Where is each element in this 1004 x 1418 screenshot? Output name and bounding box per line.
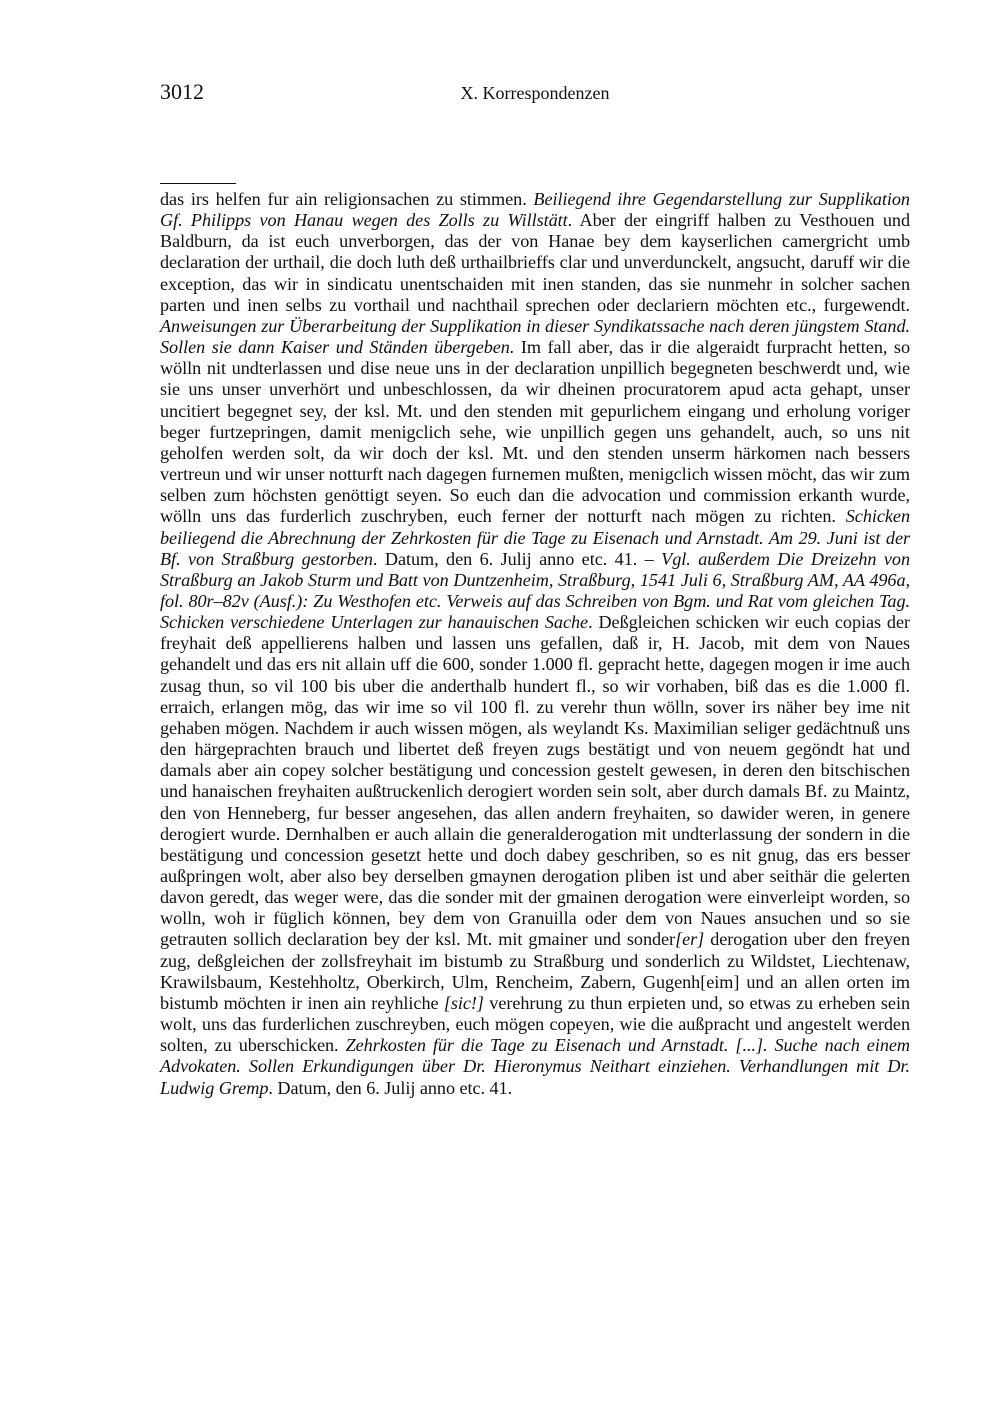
source-text-run: . Aber der eingriff halben zu Vesthouen und Baldburn, da ist euch unverborgen, das der von Hanae bey dem kayserlichen camergricht umb declaration der urthail, die doch luth deß urthailbrieffs clar und unverdunckelt, angsucht, daruff wir die exception, das wir in sindicatu unentschaiden mit inen standen, das sie nunmehr in solcher sachen parten und inen selbs zu vorthail und nachthail sprechen oder declariern möchten etc., furgewendt. bbox=[160, 210, 910, 315]
editorial-italic-run: Anweisungen zur Überarbeitung der Supplikation in dieser Syndikatssache nach deren jüngstem Stand. Sollen sie dann Kaiser und Ständen übergeben. bbox=[160, 315, 910, 358]
running-head: X. Korrespondenzen bbox=[460, 83, 610, 103]
source-text-run: . Datum, den 6. Julij anno etc. 41. – bbox=[372, 548, 662, 569]
source-text-run: derogation uber den freyen zug, deßgleichen der zollsfreyhait im bistumb zu Straßburg und sonderlich zu Wildstet, Liechtenaw, Krawilsbaum, Kestehholtz, Oberkirch, Ulm, Rencheim, Zabern, Gugenh[eim] und an allen orten im bistumb möchten ir inen ain reyhliche bbox=[160, 929, 910, 1013]
source-text-run: . Deßgleichen schicken wir euch copias der freyhait deß appellierens halben und lassen uns gefallen, daß ir, H. Jacob, mit dem von Naues gehandelt und das ers nit allain uff die 600, sonder 1.000 fl. gepracht hette, dagegen mogen ir ime auch zusag thun, so vil 100 bis uber die anderthalb hundert fl., so wir vorhaben, biß das es die 1.000 fl. erraich, erlangen mög, das wir ime so vil 100 fl. zu verehr thun wölln, sover irs näher bey ime nit gehaben mögen. Nachdem ir auch wissen mögen, als weylandt Ks. Maximilian seliger gedächtnuß uns den härgeprachten brauch und libertet deß freyen zugs bestätigt und von neuem gegöndt hat und damals aber ain copey solcher bestätigung und concession gestelt gewesen, in deren den bitschischen und hanaischen freyhaiten außtruckenlich derogiert worden sein solt, aber durch damals Bf. zu Maintz, den von Henneberg, fur besser angesehen, das allen andern freyhaiten, so dawider weren, in genere derogiert wurde. Dernhalben er auch allain die generalderogation mit undterlassung der sondern in die bestätigung und concession gesetzt hette und doch dabey geschriben, so es nit gnug, das ers besser außpringen wolt, aber also bey derselben gmaynen derogation pliben ist und aber seithär die gelerten davon geredt, das weger were, das die sonder mit der gmainen derogation were einverleipt worden, so wolln, woh ir füglich können, bey dem von Granuilla oder dem von Naues ansuchen und so sie getrauten sollich declaration bey der ksl. Mt. mit gmainer und sonder bbox=[160, 612, 911, 950]
editorial-italic-run: Schicken beiliegend die Abrechnung der Zehrkosten für die Tage zu Eisenach und Arnstadt. Am 29. Juni ist der Bf. von Straßburg gestorben bbox=[160, 506, 910, 569]
source-text-run: verehrung zu thun erpieten und, so etwas zu erheben sein wolt, uns das furderlichen zuschreyben, euch mögen copeyen, wie die außpracht und angestelt werden solten, zu uberschicken. bbox=[160, 992, 910, 1056]
editorial-italic-run: Zehrkosten für die Tage zu Eisenach und Arnstadt. [...]. Suche nach einem Advokaten. Sollen Erkundigungen über Dr. Hieronymus Neithart einziehen. Verhandlungen mit Dr. Ludwig Gremp bbox=[160, 1035, 910, 1098]
body-paragraph bbox=[160, 189, 910, 1099]
editorial-italic-run: [er] bbox=[675, 929, 705, 950]
page-number: 3012 bbox=[160, 79, 204, 104]
editorial-italic-run: [sic!] bbox=[443, 992, 484, 1013]
source-text-run: das irs helfen fur ain religionsachen zu stimmen. bbox=[160, 189, 534, 209]
source-text-run: Im fall aber, das ir die algeraidt furpracht hetten, so wölln nit undterlassen und dise neue uns in der declaration unpillich begegneten beschwerdt und, wie sie uns unser unverhört und unbeschlossen, da wir dheinen procuratorem apud acta gehapt, unser uncitiert begegnet sey, der ksl. Mt. und den stenden mit gepurlichem eingang und erholung voriger beger furtzepringen, damit menigclich sehe, wie unpillich gegen uns gehandelt, auch, so uns nit geholfen werden solt, da wir doch der ksl. Mt. und den stenden unserm härkomen nach bessers vertreun und wir unser notturft nach dagegen furnemen mußten, menigclich wissen möcht, das wir zum selben zum höchsten genöttigt seyen. So euch dan die advocation und commission erkanth wurde, wölln uns das furderlich zuschryben, euch ferner der notturft nach mögen zu richten. bbox=[160, 337, 910, 527]
footnote-rule bbox=[160, 183, 236, 184]
source-text-run: . Datum, den 6. Julij anno etc. 41. bbox=[268, 1077, 513, 1098]
editorial-italic-run: Vgl. außerdem Die Dreizehn von Straßburg an Jakob Sturm und Batt von Duntzenheim, Straßburg, 1541 Juli 6, Straßburg AM, AA 496a, fol. 80r–82v (Ausf.): Zu Westhofen etc. Verweis auf das Schreiben von Bgm. und Rat vom gleichen Tag. Schicken verschiedene Unterlagen zur hanauischen Sache bbox=[160, 548, 911, 633]
editorial-italic-run: Beiliegend ihre Gegendarstellung zur Supplikation Gf. Philipps von Hanau wegen des Zolls zu Willstätt bbox=[160, 189, 910, 231]
